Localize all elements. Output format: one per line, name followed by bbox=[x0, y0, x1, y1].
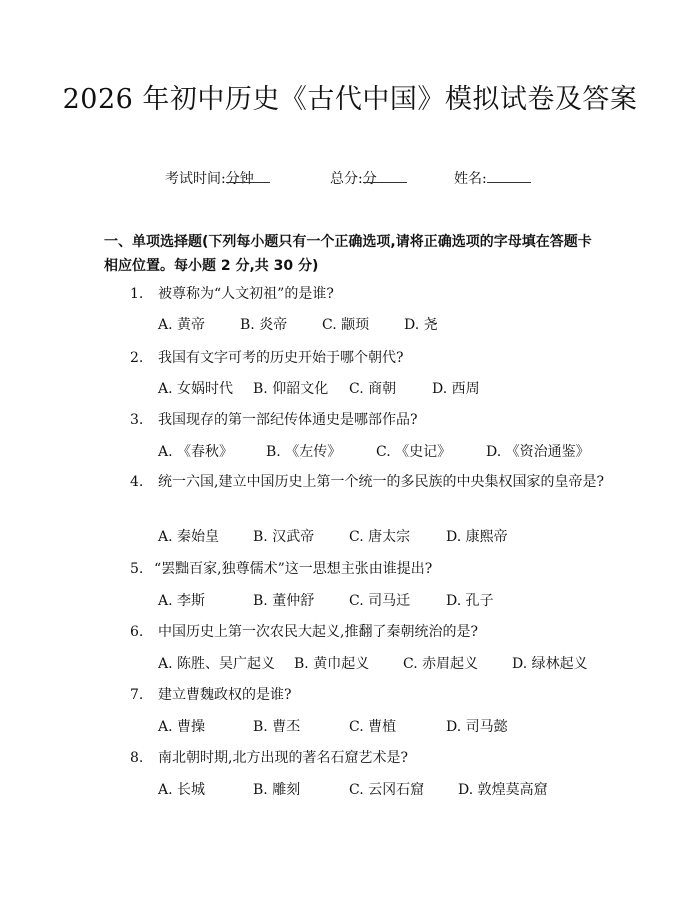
question-text: “罢黜百家,独尊儒术”这一思想主张由谁提出? bbox=[154, 561, 433, 577]
option[interactable]: B. 雕刻 bbox=[253, 782, 301, 798]
total-score-field bbox=[330, 168, 377, 188]
option[interactable]: C. 唐太宗 bbox=[349, 529, 411, 545]
name-blank bbox=[487, 168, 531, 183]
option[interactable]: D. 尧 bbox=[404, 317, 438, 333]
option-row bbox=[0, 716, 700, 736]
option[interactable]: A. 李斯 bbox=[158, 593, 206, 609]
time-unit: 分钟 bbox=[225, 171, 254, 187]
question-number: 4. bbox=[130, 474, 144, 490]
option[interactable]: A. 黄帝 bbox=[158, 317, 206, 333]
option-row bbox=[0, 653, 700, 673]
question-number: 3. bbox=[130, 412, 144, 428]
option-row bbox=[0, 590, 700, 610]
option[interactable]: C. 《史记》 bbox=[376, 444, 452, 460]
exam-time-field bbox=[165, 168, 254, 188]
option-row bbox=[0, 779, 700, 799]
section-heading: 一、单项选择题(下列每小题只有一个正确选项,请将正确选项的字母填在答题卡相应位置。每小题 2 分,共 30 分) bbox=[104, 234, 592, 274]
option[interactable]: B. 曹丕 bbox=[253, 719, 301, 735]
option[interactable]: A. 曹操 bbox=[158, 719, 206, 735]
question bbox=[104, 746, 614, 770]
option[interactable]: D. 绿林起义 bbox=[512, 656, 588, 672]
option[interactable]: D. 孔子 bbox=[446, 593, 494, 609]
question-number: 8. bbox=[130, 750, 144, 766]
question-number: 1. bbox=[130, 286, 144, 302]
question-text: 建立曹魏政权的是谁? bbox=[158, 687, 292, 703]
option-row bbox=[0, 526, 700, 546]
page-title: 2026 年初中历史《古代中国》模拟试卷及答案 bbox=[62, 84, 638, 115]
question-text: 中国历史上第一次农民大起义,推翻了秦朝统治的是? bbox=[158, 624, 478, 640]
question-text: 统一六国,建立中国历史上第一个统一的多民族的中央集权国家的皇帝是? bbox=[158, 474, 604, 490]
option[interactable]: B. 仰韶文化 bbox=[253, 381, 329, 397]
option[interactable]: D. 西周 bbox=[432, 381, 480, 397]
option[interactable]: B. 黄巾起义 bbox=[294, 656, 370, 672]
option-row bbox=[0, 378, 700, 398]
option[interactable]: B. 《左传》 bbox=[266, 444, 342, 460]
time-blank bbox=[226, 168, 270, 183]
option[interactable]: C. 司马迁 bbox=[349, 593, 411, 609]
option[interactable]: A. 陈胜、吴广起义 bbox=[158, 656, 276, 672]
option[interactable]: B. 董仲舒 bbox=[253, 593, 315, 609]
option-row bbox=[0, 441, 700, 461]
option-row bbox=[0, 314, 700, 334]
score-unit: 分 bbox=[362, 171, 377, 187]
score-blank bbox=[363, 168, 407, 183]
option[interactable]: C. 商朝 bbox=[349, 381, 397, 397]
name-label: 姓名: bbox=[454, 171, 487, 187]
question bbox=[104, 282, 614, 306]
option[interactable]: D. 康熙帝 bbox=[446, 529, 508, 545]
question bbox=[104, 408, 614, 432]
time-label: 考试时间: bbox=[165, 171, 226, 187]
question-number: 7. bbox=[130, 687, 144, 703]
option[interactable]: C. 云冈石窟 bbox=[349, 782, 425, 798]
question-number: 5. bbox=[130, 561, 144, 577]
option[interactable]: B. 炎帝 bbox=[240, 317, 288, 333]
option[interactable]: D. 《资治通鉴》 bbox=[486, 444, 590, 460]
question bbox=[104, 470, 614, 494]
question bbox=[104, 557, 614, 581]
question-text: 被尊称为“人文初祖”的是谁? bbox=[158, 286, 334, 302]
option[interactable]: A. 秦始皇 bbox=[158, 529, 220, 545]
option[interactable]: C. 赤眉起义 bbox=[403, 656, 479, 672]
question bbox=[104, 346, 614, 370]
question-number: 2. bbox=[130, 350, 144, 366]
option[interactable]: C. 曹植 bbox=[349, 719, 397, 735]
option[interactable]: D. 司马懿 bbox=[446, 719, 508, 735]
option[interactable]: B. 汉武帝 bbox=[253, 529, 315, 545]
question-text: 我国有文字可考的历史开始于哪个朝代? bbox=[158, 350, 404, 366]
question bbox=[104, 620, 614, 644]
question-number: 6. bbox=[130, 624, 144, 640]
name-field bbox=[454, 168, 487, 188]
option[interactable]: D. 敦煌莫高窟 bbox=[458, 782, 548, 798]
option[interactable]: A. 《春秋》 bbox=[158, 444, 234, 460]
score-label: 总分: bbox=[330, 171, 363, 187]
question-text: 南北朝时期,北方出现的著名石窟艺术是? bbox=[158, 750, 408, 766]
question bbox=[104, 683, 614, 707]
question-text: 我国现存的第一部纪传体通史是哪部作品? bbox=[158, 412, 418, 428]
option[interactable]: A. 长城 bbox=[158, 782, 206, 798]
option[interactable]: A. 女娲时代 bbox=[158, 381, 234, 397]
option[interactable]: C. 颛顼 bbox=[322, 317, 370, 333]
